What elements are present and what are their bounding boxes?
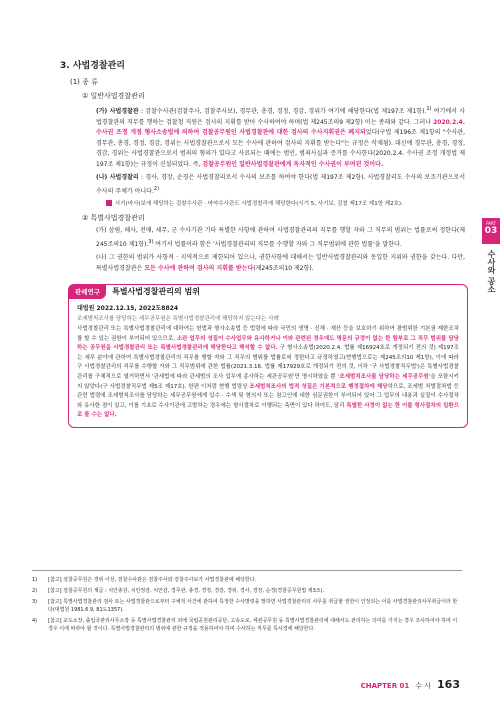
special-na-text1: (나) 그 권한의 범위가 사항적 · 지역적으로 제한되어 있으나, 권한사항에 대해서는 일반사법경찰관리와 동일한 지위와 권한을 갖는다. 다만, 특별사법경찰관은 bbox=[96, 254, 465, 272]
special-na-text2: (제245조의10 제2항). bbox=[253, 264, 314, 272]
footnote-text: [참고] 교도소장, 출입국관리사무소장 등 특별사법경찰관리 외에 국립공원관리공단, 고속도로, 세관공무원 등 특별사법경찰관리에 대해서도 관리하는 의미를 가지는 경우 조사하여야 하며 이 경우 이에 따라야 할 것이다. 특별사법경찰관리의 범위에 관한 규정을 적용하여야 하며 수사하는 직무를 특사경에 해당한다. bbox=[48, 618, 458, 632]
part-tab bbox=[482, 218, 500, 244]
case-highlight: 특별한 사정이 없는 한 이를 형사절차의 일환으로 볼 수는 없다. bbox=[77, 402, 460, 419]
case-study-box bbox=[68, 284, 468, 428]
case-body-text: 을 포함시키지 않았다(구 사법경찰직무법 제5조 제17호). 한편 이처럼 현행 법령상 bbox=[77, 373, 459, 390]
footnote-text: [참고] 특별사법경찰관리 검사 또는 사법경찰관으로부터 구체적 사건에 관하여 특정한 수사명령을 발하면 사법경찰관리의 사무를 취급할 권한이 인정되는 이를 사법경찰관리사무취급이라 한다(대법원 1981.6.9, 81도1357). bbox=[48, 599, 458, 613]
footnote bbox=[32, 617, 462, 633]
case-body bbox=[77, 325, 459, 421]
case-body-text: 하므로, 조세범 처벌절차법 등 관련 법령에 조세범칙조사를 담당하는 세무공무원에게 압수 · 수색 및 혐의자 또는 참고인에 대한 심문권한이 부여되어 있어 그 업무의 내용과 실질이 수사절차와 유사한 점이 있고, 이를 기초로 수사기관에 고발하는 경우에는 형사절차로 이행되는 측면이 있다 하여도, 달리 bbox=[77, 383, 459, 409]
part-number: 03 bbox=[484, 226, 498, 236]
note-text: 사기(마사)보에 해당하는 검찰수사관 · 마약수사관도 사법경찰리에 해당한다(시기 5, 사기보, 검찰 제17조 제1항 제2호). bbox=[115, 201, 403, 207]
page-number: 163 bbox=[437, 678, 460, 691]
footnote-number: 4) bbox=[32, 618, 38, 624]
na-text: : 경사, 경장, 순경은 사법경찰리로서 수사의 보조를 하여야 한다(법 제197조 제2항). 사법경찰리도 수사의 보조기관으로서 수사의 주체가 아니다. bbox=[96, 174, 465, 195]
general-note bbox=[106, 200, 465, 209]
footnote-text: [참고] 검찰공무원은 경위 이상, 검찰수사관은 검찰주사와 검찰주사보가 사법경찰관에 해당한다. bbox=[48, 577, 257, 583]
footnote-number: 1) bbox=[32, 577, 38, 583]
footnote bbox=[32, 576, 462, 584]
special-na-highlight: 모든 수사에 관하여 검사의 지휘를 받는다 bbox=[144, 264, 254, 272]
case-body-text: 사법경찰관리 또는 특별사법경찰관리에 대하여는 헌법과 형사소송법 등 법령에 따라 국민의 생명 · 신체 · 재산 등을 보호하기 위하여 광범위한 기본권 제한조치를 할 수 있는 권한이 부여되어 있으므로, bbox=[77, 326, 459, 342]
general-ga-paragraph bbox=[96, 104, 465, 170]
case-tag: 판례연구 bbox=[69, 284, 106, 299]
section-heading: 3. 사법경찰관리 bbox=[60, 61, 125, 71]
case-highlight: 소관 업무의 성질이 수사업무와 유사하거나 이와 관련된 경우에도 명문의 규정이 없는 한 함부로 그 직무 범위를 담당하는 공무원을 사법경찰관리 또는 특별사법경찰관리에 해당한다고 해석할 수 없다. bbox=[77, 335, 460, 352]
page-content bbox=[60, 58, 465, 428]
ga-text3: 었다(구법 제196조 제1항의 "수사관, 경무관, 총경, 경정, 경감, 경위는 사법경찰관으로서 모든 수사에 관하여 검사의 지휘를 받는다"는 규정은 삭제됨). 대신에 경무관, 총경, 경정, 경감, 경위는 사법경찰관으로서 범죄의 혐의가 있다고 사료되는 때에는 범인, 범죄사실과 증거를 수사한다(2020.2.4. 수사권 조정 개정법 제197조 제1항)는 규정이 신설되었다. 즉, bbox=[96, 129, 465, 168]
footnote-ref: 3) bbox=[148, 238, 154, 245]
general-officers-title: ① 일반사법경찰관리 bbox=[82, 92, 145, 100]
ga-highlight1: 2020.2.4. 수사권 조정 개정 형사소송법에 의하여 검찰공무원인 사법경찰관에 대한 검사의 수사지휘권은 폐지되 bbox=[96, 118, 465, 136]
special-ga-text2: 여기서 법률이라 함은 '사법경찰관리의 직무를 수행할 자와 그 직무범위에 관한 법률'을 말한다. bbox=[153, 240, 402, 248]
case-court: 대법원 2022.12.15, 2022도8824 bbox=[77, 305, 178, 312]
footnote-text: [참고] 검찰공무원의 계급 : 치안총감, 치안정감, 치안감, 경무관, 총경, 경정, 경감, 경위, 경사, 경장, 순경(경찰공무원법 제3조). bbox=[48, 588, 325, 594]
footnote-ref: 1) bbox=[426, 106, 432, 112]
footnote bbox=[32, 598, 462, 614]
special-na-paragraph bbox=[96, 253, 465, 274]
case-highlight: 조세범칙조사의 법적 성질은 기본적으로 행정절차에 해당 bbox=[249, 383, 388, 390]
case-highlight: '조세범칙조사를 담당하는 세무공무원' bbox=[337, 373, 431, 380]
page-footer bbox=[361, 678, 460, 691]
ga-label: (가) 사법경찰관 bbox=[96, 108, 139, 115]
footnotes bbox=[32, 570, 462, 636]
subsection-types: (1) 종 류 bbox=[70, 78, 98, 86]
ga-highlight2: 검찰공무원인 일반사법경찰관에게 독자적인 수사권이 부여된 것이다. bbox=[202, 160, 384, 168]
special-ga-paragraph bbox=[96, 226, 465, 250]
footnote-number: 3) bbox=[32, 599, 38, 605]
footnote-ref: 2) bbox=[153, 185, 160, 192]
part-side-label: 수사와 공소 bbox=[487, 250, 496, 293]
general-na-paragraph bbox=[96, 173, 465, 197]
chapter-title: 수 사 bbox=[415, 682, 432, 690]
note-square-icon bbox=[106, 200, 112, 206]
footnote-number: 2) bbox=[32, 588, 38, 594]
ga-text1: : 검찰수사관(검찰주사, 검찰주사보), 경무관, 총경, 경정, 경감, 경위가 여기에 해당한다(법 제197조 제1항). bbox=[138, 108, 427, 115]
special-ga-text1: (가) 삼림, 해사, 전매, 세무, 군 수사기관 기타 특별한 사항에 관하여 사법경찰관리의 직무를 행할 자와 그 직무의 범위는 법률로써 정한다(제245조의10 제1항). bbox=[96, 227, 465, 248]
part-label: PART bbox=[486, 221, 496, 226]
case-header bbox=[69, 284, 459, 299]
case-body-text: 구 형사소송법(2020.2.4. 법률 제16924호로 개정되기 전의 것) 제197조는 세무 분야에 관하여 특별사법경찰관리의 직무를 행할 자와 그 직무의 범위를 법률로써 정한다고 규정하였고(현행법으로는 제245조의10 제1항), 이에 따라 구 사법경찰관리의 직무를 수행할 자와 그 직무범위에 관한 법률(2021.3.16. 법률 제17929호로 개정되기 전의 것, 이하 '구 사법경찰직무법')은 특별사법경찰관리를 구체적으로 열거하면서 '관세법에 따라 관세범의 조사 업무에 종사하는 세관공무원'만 명시하였을 뿐 bbox=[77, 345, 459, 380]
chapter-label: CHAPTER 01 bbox=[360, 682, 410, 690]
case-summary: 조세범칙조사를 담당하는 세무공무원은 특별사법경찰관리에 해당하지 않는다는 사례 bbox=[77, 316, 279, 322]
na-label: (나) 사법경찰리 bbox=[96, 174, 139, 181]
footnote bbox=[32, 587, 462, 595]
special-officers-title: ② 특별사법경찰관리 bbox=[82, 214, 145, 222]
ga-text2: 여기에서 사법경찰관의 직무를 행하는 검찰청 직원은 검사의 지휘를 받아 수사하여야 하며(법 제245조의9 제2항) 이는 종래와 같다. 그러나 bbox=[96, 108, 466, 126]
case-title: 특별사법경찰관리의 범위 bbox=[112, 287, 200, 296]
